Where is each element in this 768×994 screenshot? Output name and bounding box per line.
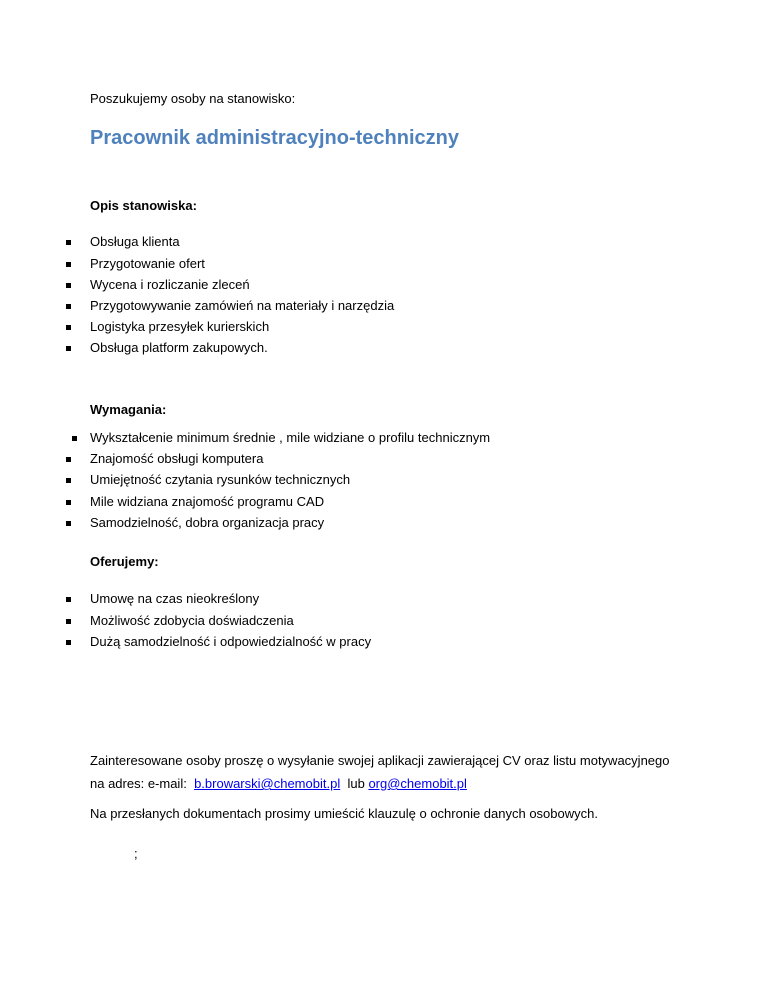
bullet-icon (66, 283, 71, 288)
list-item-text: Przygotowywanie zamówień na materiały i narzędzia (90, 298, 395, 313)
email-link-browarski[interactable]: b.browarski@chemobit.pl (194, 776, 341, 791)
list-item-text: Umowę na czas nieokreślony (90, 591, 260, 606)
list-item-text: Wycena i rozliczanie zleceń (90, 277, 250, 292)
bullet-icon (66, 521, 71, 526)
contact-line: Zainteresowane osoby proszę o wysyłanie swojej aplikacji zawierającej CV oraz listu motywacyjnego (90, 753, 670, 768)
bullet-icon (66, 346, 71, 351)
list-item-text: Przygotowanie ofert (90, 256, 205, 271)
bullet-icon (66, 619, 71, 624)
bullet-icon (66, 640, 71, 645)
intro-text: Poszukujemy osoby na stanowisko: (90, 91, 296, 106)
gdpr-note: Na przesłanych dokumentach prosimy umieścić klauzulę o ochronie danych osobowych. (90, 806, 598, 821)
list-item-text: Wykształcenie minimum średnie , mile widziane o profilu technicznym (90, 430, 491, 445)
list-item-text: Znajomość obsługi komputera (90, 451, 264, 466)
bullet-icon (66, 478, 71, 483)
bullet-icon (66, 597, 71, 602)
bullet-icon (66, 304, 71, 309)
contact-separator: lub (347, 776, 365, 791)
bullet-icon (66, 457, 71, 462)
bullet-icon (72, 436, 77, 441)
section-heading-oferujemy: Oferujemy: (90, 554, 159, 569)
list-item-text: Samodzielność, dobra organizacja pracy (90, 515, 325, 530)
section-heading-opis: Opis stanowiska: (90, 198, 197, 213)
list-item-text: Dużą samodzielność i odpowiedzialność w pracy (90, 634, 372, 649)
list-item-text: Logistyka przesyłek kurierskich (90, 319, 270, 334)
list-item-text: Obsługa platform zakupowych. (90, 340, 268, 355)
job-title: Pracownik administracyjno-techniczny (90, 127, 459, 149)
section-heading-wymagania: Wymagania: (90, 402, 167, 417)
bullet-icon (66, 262, 71, 267)
bullet-icon (66, 240, 71, 245)
contact-email-prefix: na adres: e-mail: (90, 776, 187, 791)
list-item-text: Umiejętność czytania rysunków technicznych (90, 472, 351, 487)
email-link-org[interactable]: org@chemobit.pl (368, 776, 467, 791)
trailing-semicolon: ; (134, 846, 138, 861)
bullet-icon (66, 325, 71, 330)
contact-email-line (90, 776, 467, 792)
list-item-text: Możliwość zdobycia doświadczenia (90, 613, 294, 628)
list-item-text: Mile widziana znajomość programu CAD (90, 494, 325, 509)
list-item-text: Obsługa klienta (90, 234, 180, 249)
bullet-icon (66, 500, 71, 505)
